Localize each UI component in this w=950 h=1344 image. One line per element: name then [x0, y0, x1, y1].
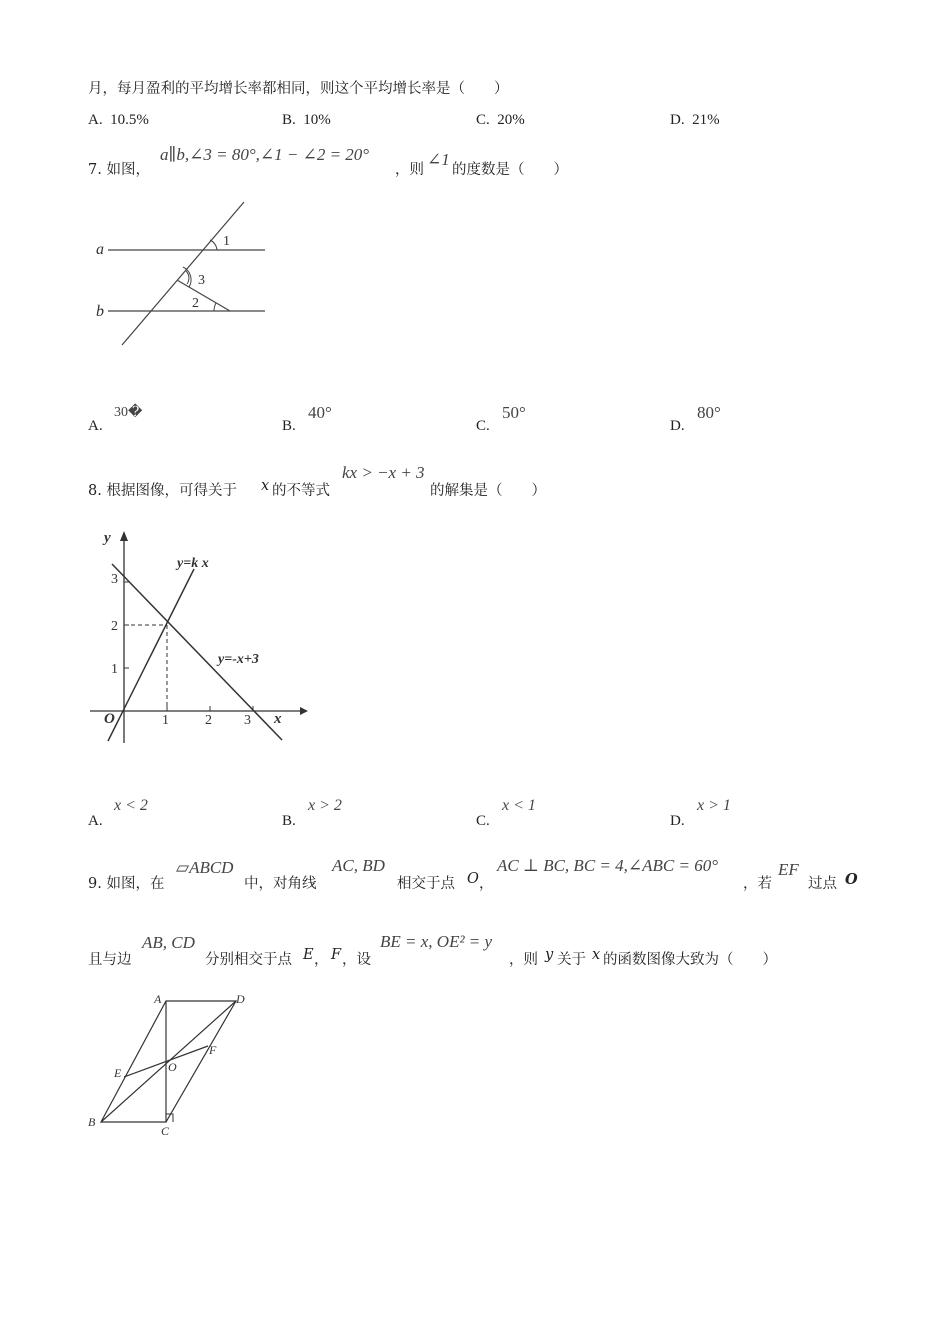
y-arrow: [120, 531, 128, 541]
q7-option-d-letter[interactable]: D.: [670, 418, 685, 434]
q7-option-d-value: 80°: [697, 403, 721, 422]
q6-option-b[interactable]: B. 10%: [282, 112, 331, 128]
angle2-arc: [214, 303, 216, 311]
q8-formula: kx > −x + 3: [342, 463, 425, 482]
q9-ef: EF: [778, 860, 799, 879]
q8-option-a-value: x < 2: [114, 797, 148, 814]
q6-text: 月，每月盈利的平均增长率都相同，则这个平均增长率是（ ）: [88, 81, 509, 97]
q9-line2-f: 的函数图像大致为（ ）: [603, 952, 777, 968]
q9-line2-e: 关于: [557, 952, 586, 968]
q7-option-c-value: 50°: [502, 403, 526, 422]
q8-option-d-letter[interactable]: D.: [670, 813, 685, 829]
q9-point-o-2: O: [845, 871, 858, 888]
line-neg-label: y=-x+3: [218, 652, 259, 667]
q7-figure: [88, 195, 278, 355]
q8-option-d-value: x > 1: [697, 797, 731, 814]
q9-text-1: 中，对角线: [244, 876, 317, 892]
q9-text-4: ，若: [743, 876, 772, 892]
q9-shape: ▱ABCD: [176, 858, 234, 877]
origin-label: O: [104, 711, 115, 727]
label-1: 1: [223, 234, 230, 249]
label-C: C: [161, 1124, 170, 1138]
q7-number: 7. 如图，: [88, 162, 150, 178]
q7-option-b-value: 40°: [308, 403, 332, 422]
q9-condition: AC ⊥ BC, BC = 4,∠ABC = 60°: [497, 856, 718, 875]
q9-text-3: ，: [479, 876, 494, 892]
q9-line2-b: 分别相交于点: [205, 952, 292, 968]
label-3: 3: [198, 273, 205, 288]
label-a: a: [96, 241, 104, 258]
line-kx-label: y=k x: [177, 556, 209, 571]
q9-line2-c: ，设: [342, 952, 371, 968]
q6-option-a[interactable]: A. 10.5%: [88, 112, 149, 128]
q6-option-d[interactable]: D. 21%: [670, 112, 720, 128]
line-kx: [108, 569, 194, 741]
q8-tail: 的解集是（ ）: [430, 483, 546, 499]
x-arrow: [300, 707, 308, 715]
q8-figure: [86, 525, 316, 750]
q9-line2-a: 且与边: [88, 952, 132, 968]
q8-option-b-letter[interactable]: B.: [282, 813, 296, 829]
q9-comma: ，: [314, 952, 329, 968]
label-F: F: [209, 1043, 217, 1057]
y-tick-label-2: 2: [111, 619, 118, 634]
label-E: E: [114, 1066, 122, 1080]
q8-var: x: [261, 478, 270, 494]
q7-formula: a∥b,∠3 = 80°,∠1 − ∠2 = 20°: [160, 145, 370, 164]
q9-line2-d: ，则: [509, 952, 538, 968]
q9-point-f: F: [331, 947, 342, 963]
q9-point-o: O: [467, 871, 479, 887]
q9-var-x: x: [592, 947, 601, 963]
x-tick-label-3: 3: [244, 713, 251, 728]
q7-option-c-letter[interactable]: C.: [476, 418, 490, 434]
q7-angle: ∠1: [427, 150, 450, 169]
q8-option-a-letter[interactable]: A.: [88, 813, 103, 829]
q6-option-c[interactable]: C. 20%: [476, 112, 525, 128]
y-tick-label-1: 1: [111, 662, 118, 677]
q7-mid: ，则: [395, 162, 424, 178]
q8-mid: 的不等式: [272, 483, 330, 499]
x-axis-label: x: [274, 711, 282, 727]
q8-option-b-value: x > 2: [308, 797, 342, 814]
label-2: 2: [192, 296, 199, 311]
q9-text-2: 相交于点: [397, 876, 455, 892]
q9-point-e: E: [303, 947, 314, 963]
q9-figure: [84, 988, 264, 1138]
q9-sides: AB, CD: [142, 933, 195, 952]
label-O: O: [168, 1060, 177, 1074]
q7-option-a-letter[interactable]: A.: [88, 418, 103, 434]
label-A: A: [154, 992, 162, 1006]
q8-number: 8. 根据图像，可得关于: [88, 483, 237, 499]
y-tick-label-3: 3: [111, 572, 118, 587]
x-tick-label-1: 1: [162, 713, 169, 728]
q7-tail: 的度数是（ ）: [452, 162, 568, 178]
label-D: D: [236, 992, 245, 1006]
x-tick-label-2: 2: [205, 713, 212, 728]
label-b: b: [96, 303, 104, 320]
angle3-arc-inner: [186, 271, 189, 284]
q7-option-a-value: 30�: [114, 405, 143, 420]
transversal: [122, 202, 244, 345]
y-axis-label: y: [104, 530, 111, 546]
q9-var-y: y: [545, 947, 554, 963]
q9-number: 9. 如图，在: [88, 876, 165, 892]
q8-option-c-value: x < 1: [502, 797, 536, 814]
q9-text-5: 过点: [808, 876, 837, 892]
q9-set-function: BE = x, OE² = y: [380, 932, 493, 951]
q8-option-c-letter[interactable]: C.: [476, 813, 490, 829]
q9-diagonals: AC, BD: [332, 856, 385, 875]
q7-option-b-letter[interactable]: B.: [282, 418, 296, 434]
label-B: B: [88, 1115, 96, 1129]
